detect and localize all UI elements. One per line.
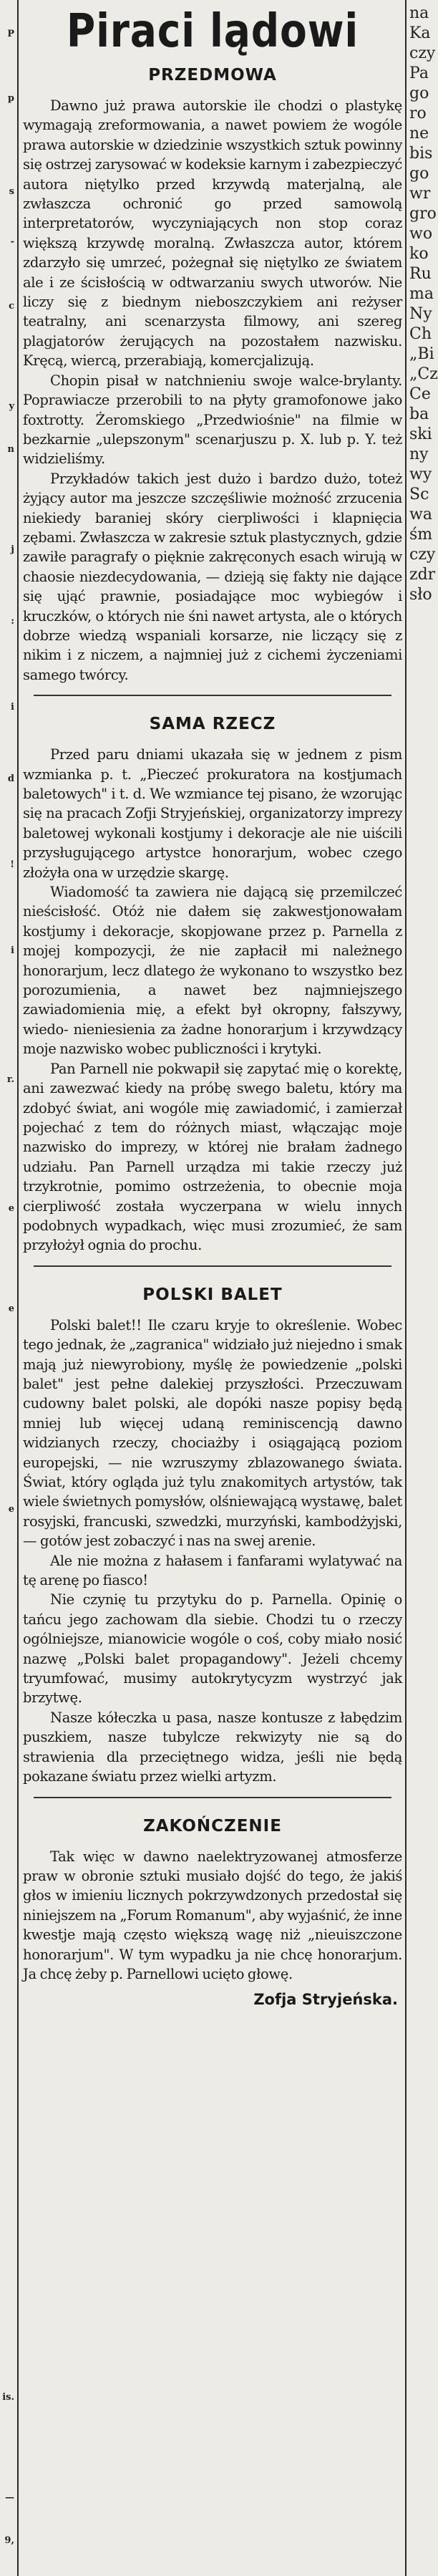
left-margin-fragments — [0, 0, 16, 2576]
right-margin-fragment: ne — [409, 125, 429, 143]
section-divider — [34, 695, 391, 696]
paragraph: Przykładów takich jest dużo i bardzo dużo, toteż żyjący autor ma jeszcze szczęśliwie możność zrzucenia niekiedy baraniej skóry cierpliwości i klapnięcia zębami. Zwłaszcza w zakresie sztuk plastycznych, gdzie zawiłe paragrafy o pięknie zakręconych esach wirują w chaosie niezdecydowania, — dzieją się fakty nie dające się ująć prawnie, posiadające moc wybiegów i kruczków, o których nie śni nawet artysta, ale o których dobrze wiedzą wspaniali korsarze, nie liczący się z nikim i z niczem, a najmniej już z cichemi życzeniami samego twórcy. — [23, 470, 402, 683]
paragraph: Nie czynię tu przytyku do p. Parnella. Opinię o tańcu jego zachowam dla siebie. Chodzi tu o rzeczy ogólniejsze, mianowicie wogóle o coś, coby miało nosić nazwę „Polski balet propagandowy". Jeżeli chcemy tryumfować, musimy autokrytycyzm wystrzyć jak brzytwę. — [23, 1591, 402, 1707]
left-margin-fragment: c — [9, 301, 14, 312]
right-margin-fragment: ro — [409, 105, 427, 122]
paragraph: Tak więc w dawno naelektryzowanej atmosferze praw w obronie sztuki musiało dojść do tego, że jakiś głos w imieniu licznych pokrzywdzonych przedostał się niniejszem na „Forum Romanum", aby wyjaśnić, że inne kwestje mają często większą wagę niż „nieuiszczone honorarjum". W tym wypadku ja nie chcę honorarjum. Ja chcę żeby p. Parnellowi ucięto głowę. — [23, 1848, 402, 1982]
left-margin-fragment: s — [9, 186, 14, 197]
right-margin-fragment: na — [409, 4, 429, 22]
left-margin-fragment: is. — [2, 2392, 14, 2403]
left-margin-fragment: P — [7, 29, 14, 39]
right-margin-fragment: bis — [409, 145, 433, 163]
left-margin-fragment: d — [7, 773, 14, 784]
right-column-rule — [405, 0, 407, 2576]
section-heading-sama-rzecz: SAMA RZECZ — [149, 715, 276, 734]
left-column-rule — [17, 0, 19, 2576]
right-margin-fragment: ba — [409, 405, 429, 423]
left-margin-fragment: n — [7, 444, 14, 455]
right-margin-fragment: Ch — [409, 325, 432, 343]
left-margin-fragment: ! — [10, 859, 14, 870]
left-margin-fragment: — — [5, 2492, 14, 2503]
article-title: Piraci lądowi — [66, 5, 359, 58]
left-margin-fragment: - — [10, 236, 14, 247]
right-margin-fragment: ny — [409, 445, 429, 463]
right-margin-fragment: Ce — [409, 385, 431, 403]
right-margin-fragment: „Cz — [409, 365, 438, 383]
section-heading-zakonczenie: ZAKOŃCZENIE — [143, 1816, 282, 1835]
right-margin-fragment: czy — [409, 44, 436, 62]
section-heading-przedmowa: PRZEDMOWA — [148, 66, 277, 85]
paragraph: Dawno już prawa autorskie ile chodzi o plastykę wymagają zreformowania, a nawet powiem że wogóle prawa autorskie w dziedzinie wszystkich sztuk powinny się ostrzej zarysować w kodeksie karnym i zabezpieczyć autora niętylko przed krzywdą materjalną, ale zwłaszcza ochronić go przed samowolą interpretatorów, wyczyniających non stop coraz większą krzywdę moralną. Zwłaszcza autor, którem zdarzyło się umrzeć, pożegnał się niętylko ze światem ale i ze ścisłością w odtwarzaniu swych utworów. Nie liczy się z biednym nieboszczykiem ani reżyser teatralny, ani scenarzysta filmowy, ani szereg plagjatorów żerujących na pozostałem nazwisku. Kręcą, wiercą, przerabiają, komercjalizują. — [23, 97, 402, 370]
right-margin-fragment: go — [409, 85, 429, 102]
paragraph: Chopin pisał w natchnieniu swoje walce-brylanty. Poprawiacze przerobili to na płyty gramofonowe jako foxtrotty. Żeromskiego „Przedwiośnie" na filmie w bezkarnie „ulepszonym" scenarjuszu p. X. lub p. Y. też widzieliśmy. — [23, 372, 402, 468]
left-margin-fragment: e — [8, 1303, 14, 1314]
left-margin-fragment: i — [11, 945, 14, 956]
right-margin-fragment: Ka — [409, 24, 431, 42]
right-margin-fragment: Sc — [409, 486, 429, 503]
right-margin-fragment: sło — [409, 586, 432, 604]
right-margin-fragment: go — [409, 165, 429, 183]
section-divider — [34, 1265, 391, 1267]
right-margin-fragment: ko — [409, 245, 429, 263]
paragraph: Przed paru dniami ukazała się w jednem z pism wzmianka p. t. „Pieczeć prokuratora na kostjumach baletowych" i t. d. We wzmiance tej pisano, że wzorując się na pracach Zofji Stryjeńskiej, organizatorzy imprezy baletowej wykonali kostjumy i dekoracje ale nie uiścili przysługującego artystce honorarjum, wobec czego złożyła ona w urzędzie skargę. — [23, 746, 402, 881]
paragraph: Pan Parnell nie pokwapił się zapytać mię o korektę, ani zawezwać kiedy na próbę swego baletu, który ma zdobyć świat, ani wogóle mię zawiadomić, i zamierzał pojechać z tem do różnych miast, włączając moje nazwisko do imprezy, w której nie brałam żadnego udziału. Pan Parnell urządza mi takie rzeczy już trzykrotnie, pomimo ostrzeżenia, to obecnie moja cierpliwość została wyczerpana w wielu innych podobnych wypadkach, więc musi zrozumieć, że sam przyłożył ognia do prochu. — [23, 1060, 402, 1254]
right-margin-fragment: Pa — [409, 64, 429, 82]
right-margin-fragment: wo — [409, 225, 433, 243]
right-margin-fragment: gro — [409, 205, 437, 223]
left-margin-fragment: e — [8, 1504, 14, 1515]
right-margin-fragment: wy — [409, 465, 432, 483]
right-margin-fragment: zdr — [409, 566, 436, 584]
right-margin-fragment: Ru — [409, 265, 432, 283]
right-margin-fragment: śm — [409, 526, 433, 544]
author-signature: Zofja Stryjeńska. — [253, 1991, 398, 2009]
right-margin-fragment: ski — [409, 425, 432, 443]
right-margin-fragments — [408, 0, 438, 2576]
right-margin-fragment: Ny — [409, 305, 432, 323]
paragraph: Polski balet!! Ile czaru kryje to określenie. Wobec tego jednak, że „zagranica" widziało już niejedno i smak mają już niewyrobiony, myślę że powiedzenie „polski balet" jest pełne dalekiej przyszłości. Przeczuwam cudowny balet polski, ale dopóki nasze popisy będą mniej lub więcej udaną reminiscencją dawno widzianych rzeczy, chociażby i osiągającą poziom europejski, — nie wzruszymy zblazowanego świata. Świat, który ogląda już tylu znakomitych artystów, tak wiele świetnych pomysłów, olśniewającą wystawę, balet rosyjski, francuski, szwedzki, murzyński, kambodżyjski, — gotów jest zobaczyć i nas na swej arenie. — [23, 1316, 402, 1550]
paragraph: Ale nie można z hałasem i fanfarami wylatywać na tę arenę po fiasco! — [23, 1552, 402, 1589]
left-margin-fragment: i — [11, 702, 14, 713]
left-margin-fragment: p — [7, 93, 14, 104]
right-margin-fragment: ma — [409, 285, 434, 303]
right-margin-fragment: wa — [409, 506, 432, 524]
section-divider — [34, 1797, 391, 1798]
left-margin-fragment: j — [11, 544, 14, 555]
left-margin-fragment: : — [11, 616, 14, 627]
left-margin-fragment: y — [9, 401, 14, 412]
left-margin-fragment: r. — [6, 1074, 14, 1085]
right-margin-fragment: „Bi — [409, 345, 434, 363]
right-margin-fragment: czy — [409, 546, 436, 564]
paragraph: Nasze kółeczka u pasa, nasze kontusze z łabędzim puszkiem, nasze tubylcze rekwizyty nie są do strawienia dla przeciętnego widza, jeśli nie będą pokazane światu przez wielki artyzm. — [23, 1709, 402, 1785]
right-margin-fragment: wr — [409, 185, 431, 203]
section-heading-polski-balet: POLSKI BALET — [142, 1285, 283, 1304]
left-margin-fragment: 9, — [4, 2535, 14, 2546]
left-margin-fragment: e — [8, 1203, 14, 1214]
article — [23, 0, 402, 2008]
paragraph: Wiadomość ta zawiera nie dającą się przemilczeć nieścisłość. Otóż nie dałem się zakwestjonowałam kostjumy i dekoracje, skopjowane przez p. Parnella z mojej kompozycji, że nie zapłacił mi należnego honorarjum, lecz dlatego że wykonano to wszystko bez porozumienia, a nawet bez najmniejszego zawiadomienia mię, a efekt był okropny, fałszywy, wiedo- nieniesienia za żadne honorarjum i krzywdzący moje nazwisko wobec publiczności i krytyki. — [23, 884, 402, 1058]
